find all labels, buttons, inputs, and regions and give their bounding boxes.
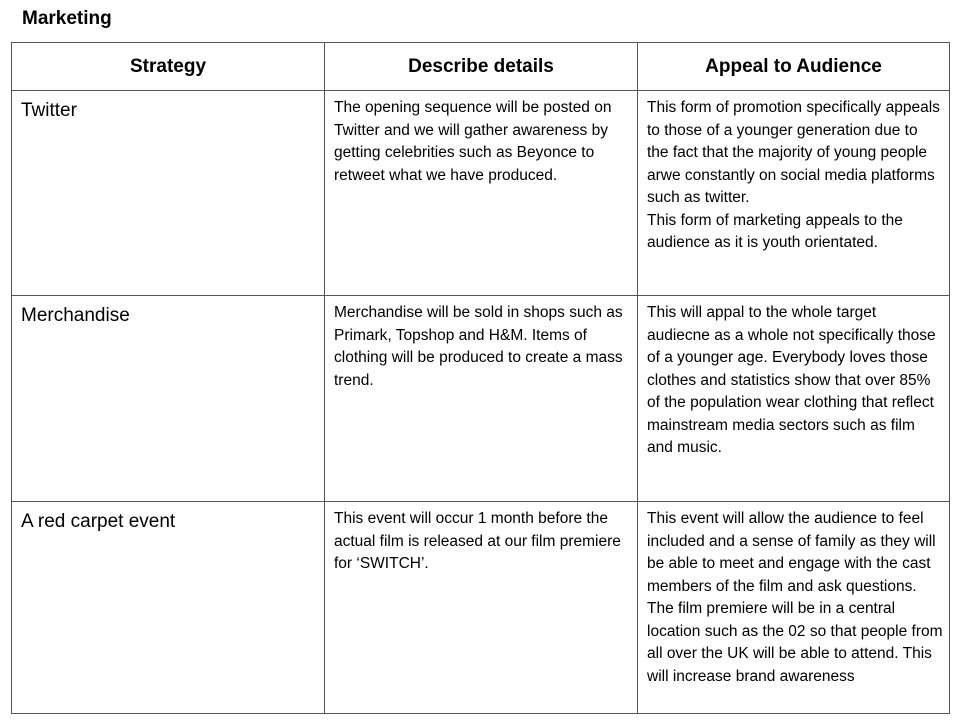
- strategy-cell: Twitter: [12, 91, 325, 296]
- marketing-table: [11, 42, 950, 714]
- table-row: [12, 91, 950, 296]
- header-strategy: Strategy: [12, 43, 325, 91]
- strategy-cell: Merchandise: [12, 296, 325, 502]
- appeal-cell: This will appal to the whole target audiecne as a whole not specifically those of a younger age. Everybody loves those clothes and statistics show that over 85% of the population wear clothing that reflect mainstream media sectors such as film and music.: [638, 296, 950, 502]
- details-cell: This event will occur 1 month before the actual film is released at our film premiere for ‘SWITCH’.: [325, 502, 638, 714]
- appeal-cell: This form of promotion specifically appeals to those of a younger generation due to the fact that the majority of young people arwe constantly on social media platforms such as twitter. This form of marketing appeals to the audience as it is youth orientated.: [638, 91, 950, 296]
- header-describe-details: Describe details: [325, 43, 638, 91]
- strategy-cell: A red carpet event: [12, 502, 325, 714]
- page-title: Marketing: [22, 8, 112, 29]
- appeal-cell: This event will allow the audience to feel included and a sense of family as they will be able to meet and engage with the cast members of the film and ask questions. The film premiere will be in a central location such as the 02 so that people from all over the UK will be able to attend. This will increase brand awareness: [638, 502, 950, 714]
- table-row: [12, 296, 950, 502]
- details-cell: The opening sequence will be posted on Twitter and we will gather awareness by getting celebrities such as Beyonce to retweet what we have produced.: [325, 91, 638, 296]
- details-cell: Merchandise will be sold in shops such as Primark, Topshop and H&M. Items of clothing will be produced to create a mass trend.: [325, 296, 638, 502]
- table-header-row: [12, 43, 950, 91]
- header-appeal-to-audience: Appeal to Audience: [638, 43, 950, 91]
- table-row: [12, 502, 950, 714]
